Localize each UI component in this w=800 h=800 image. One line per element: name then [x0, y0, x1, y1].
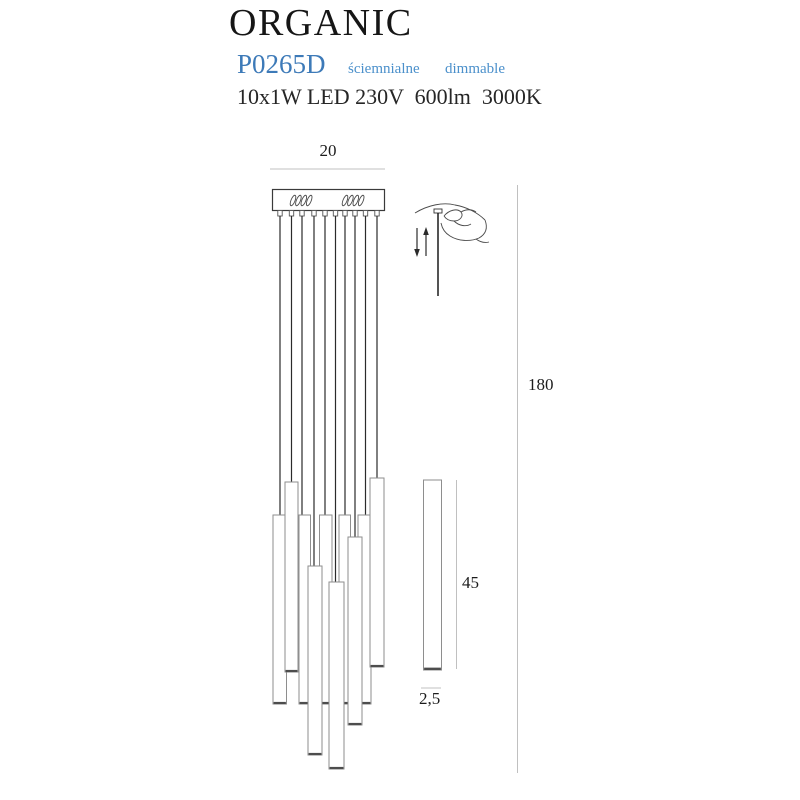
- dimmable-label-en: dimmable: [445, 61, 505, 77]
- cord-connectors: [278, 211, 379, 217]
- pendant-tube: [285, 482, 298, 672]
- dimmable-label-pl: ściemnialne: [348, 61, 420, 77]
- pendant-tube: [329, 582, 344, 769]
- pendant-tube: [370, 478, 384, 667]
- canopy: [273, 190, 385, 211]
- dim-label-total-height: 180: [528, 375, 554, 394]
- detail-tube: [424, 480, 442, 670]
- pendant-tube: [348, 537, 362, 725]
- pendant-tube: [273, 515, 287, 704]
- dim-label-tube-diameter: 2,5: [419, 689, 441, 708]
- pendant-tube: [308, 566, 322, 755]
- hand-adjustment-icon: [414, 204, 489, 296]
- dim-label-tube-length: 45: [462, 573, 479, 592]
- up-down-arrows-icon: [414, 227, 429, 257]
- spec-line: 10x1W LED 230V 600lm 3000K: [237, 84, 542, 109]
- product-name: ORGANIC: [229, 2, 413, 44]
- dim-label-width: 20: [319, 141, 337, 160]
- model-code: P0265D: [237, 49, 326, 79]
